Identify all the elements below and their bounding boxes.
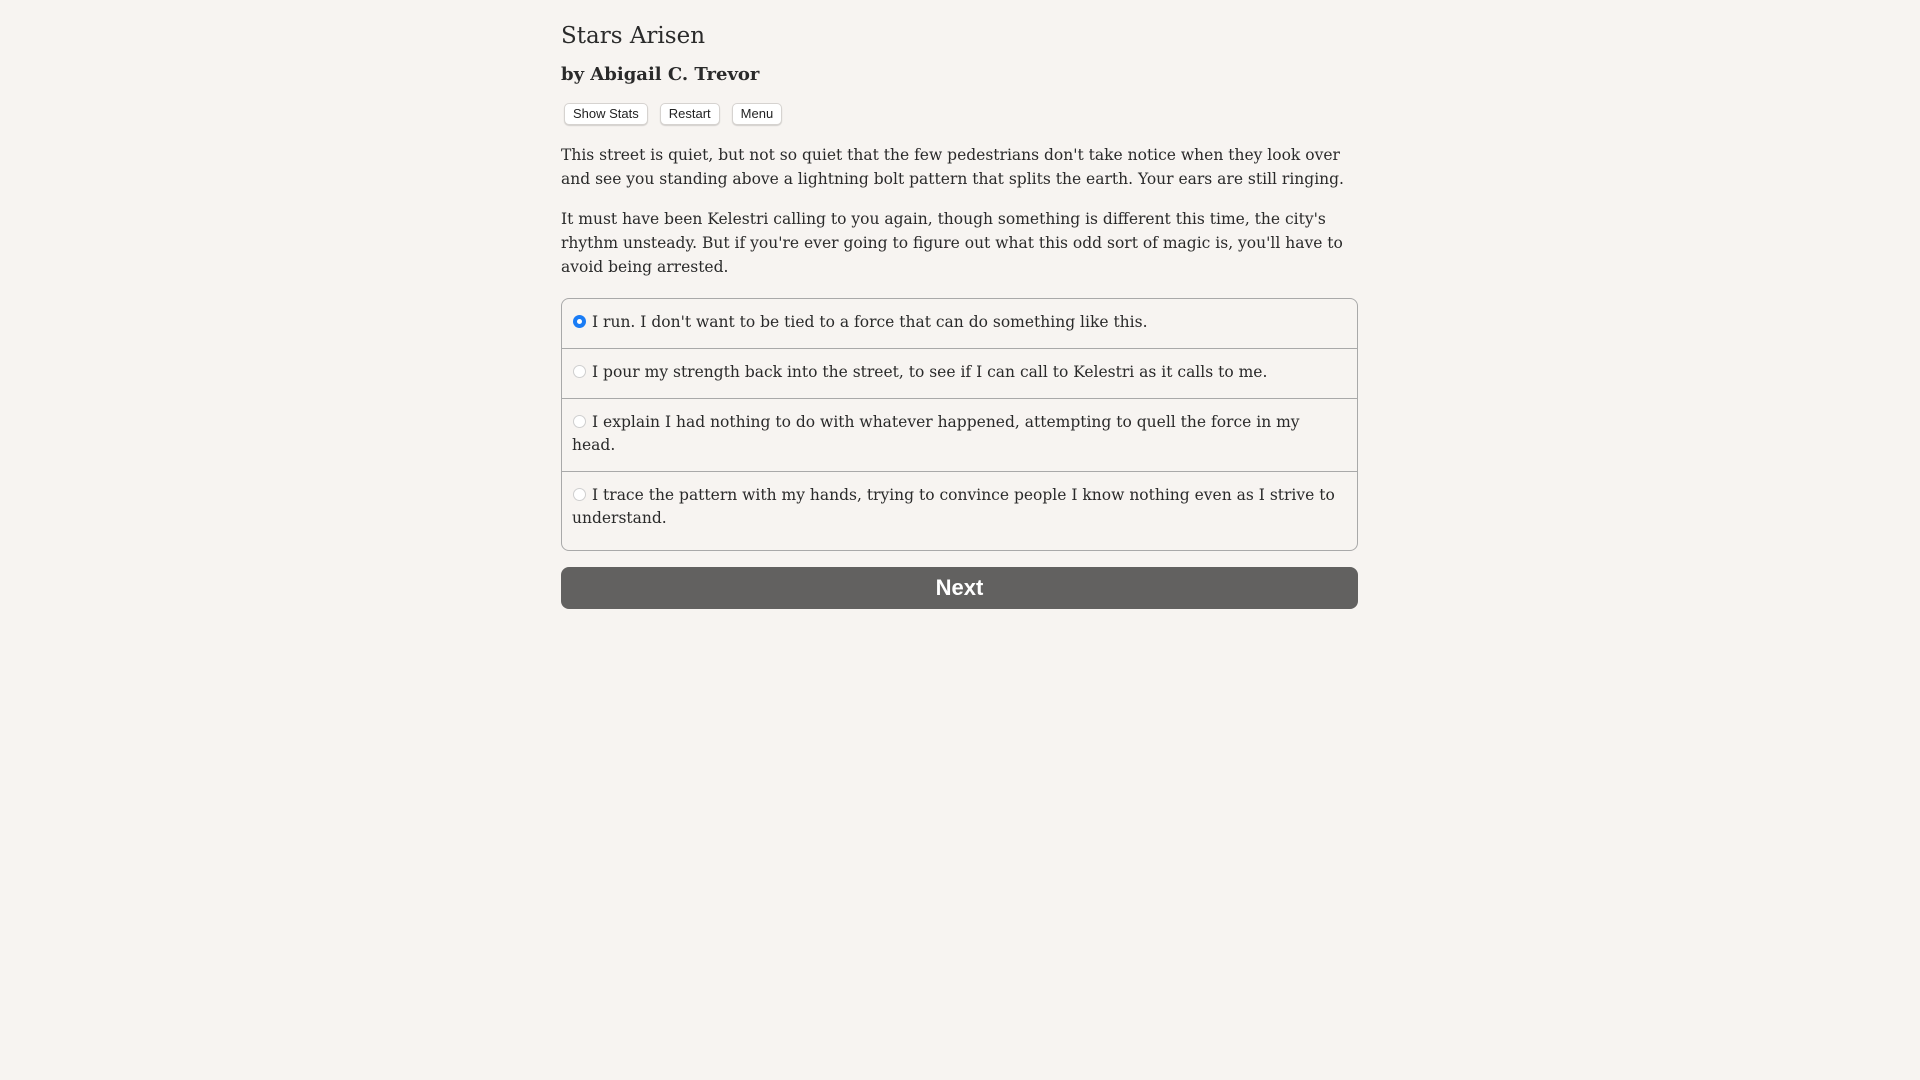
menu-button[interactable]: Menu — [732, 103, 783, 125]
choice-option-2[interactable] — [562, 348, 1357, 398]
radio-unselected-icon[interactable] — [573, 415, 586, 428]
story-paragraph: It must have been Kelestri calling to you again, though something is different this time, the city's rhythm unsteady. But if you're ever going to figure out what this odd sort of magic is, you'll have to avoid being arrested. — [561, 210, 1343, 276]
radio-selected-icon[interactable] — [573, 315, 586, 328]
next-button[interactable]: Next — [561, 567, 1358, 609]
toolbar — [561, 103, 1358, 125]
show-stats-button[interactable]: Show Stats — [564, 103, 648, 125]
choice-option-1[interactable] — [562, 299, 1357, 348]
choice-list — [561, 298, 1358, 551]
radio-unselected-icon[interactable] — [573, 365, 586, 378]
choice-label: I run. I don't want to be tied to a force that can do something like this. — [592, 313, 1148, 331]
radio-unselected-icon[interactable] — [573, 488, 586, 501]
choice-label: I trace the pattern with my hands, trying to convince people I know nothing even as I strive to understand. — [572, 486, 1335, 527]
choice-label: I explain I had nothing to do with whatever happened, attempting to quell the force in my head. — [572, 413, 1300, 454]
author-byline: by Abigail C. Trevor — [561, 64, 760, 85]
game-title: Stars Arisen — [561, 23, 706, 49]
choice-option-4[interactable] — [562, 471, 1357, 550]
choice-label: I pour my strength back into the street, to see if I can call to Kelestri as it calls to me. — [592, 363, 1268, 381]
choice-option-3[interactable] — [562, 398, 1357, 471]
restart-button[interactable]: Restart — [660, 103, 720, 125]
story-paragraph: This street is quiet, but not so quiet that the few pedestrians don't take notice when they look over and see you standing above a lightning bolt pattern that splits the earth. Your ears are still ringing. — [561, 146, 1344, 188]
game-container — [561, 0, 1358, 609]
